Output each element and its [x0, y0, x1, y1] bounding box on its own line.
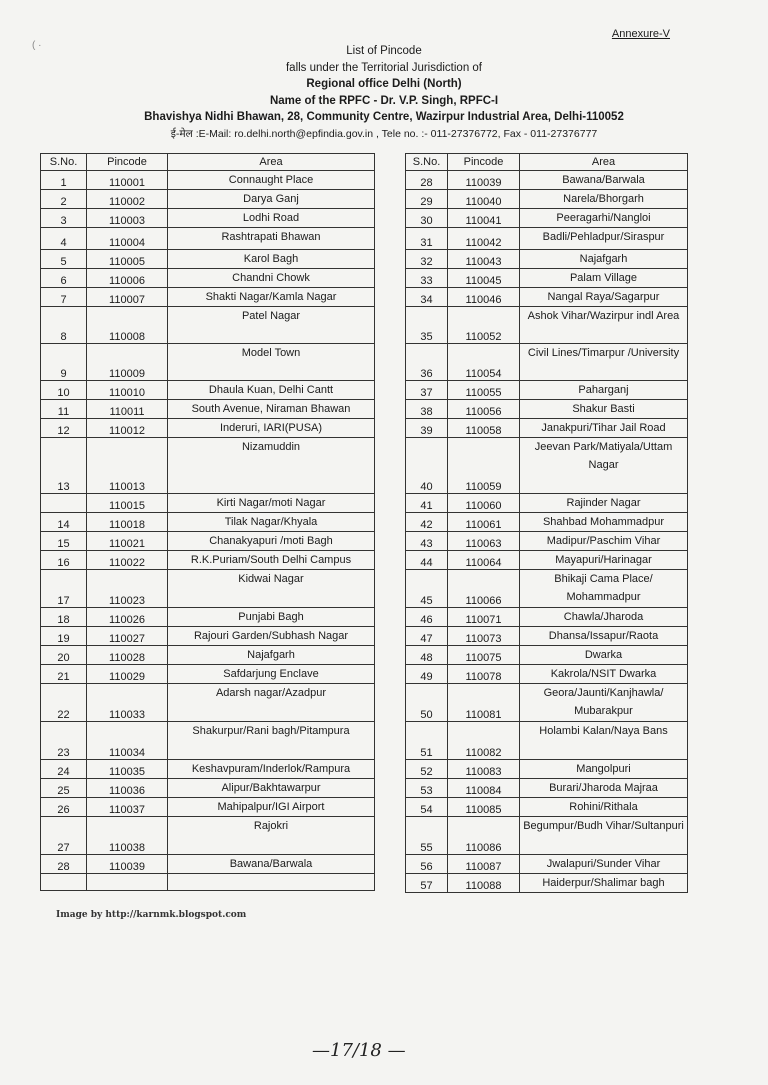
- cell-area: Nizamuddin: [168, 438, 375, 494]
- cell-pincode: 110036: [87, 779, 168, 798]
- table-row: [406, 551, 688, 570]
- table-row: [406, 228, 688, 250]
- cell-pincode: 110082: [448, 722, 520, 760]
- cell-sno: 1: [41, 171, 87, 190]
- cell-pincode: 110054: [448, 344, 520, 381]
- cell-area: Ashok Vihar/Wazirpur indl Area: [520, 307, 688, 344]
- table-row: [41, 513, 375, 532]
- cell-sno: 55: [406, 817, 448, 855]
- cell-area: Badli/Pehladpur/Siraspur: [520, 228, 688, 250]
- cell-area: Kakrola/NSIT Dwarka: [520, 665, 688, 684]
- table-row: [406, 381, 688, 400]
- cell-area: Jeevan Park/Matiyala/Uttam Nagar: [520, 438, 688, 494]
- cell-area: Paharganj: [520, 381, 688, 400]
- table-row: [406, 608, 688, 627]
- column-header-area: Area: [168, 154, 375, 171]
- cell-sno: 41: [406, 494, 448, 513]
- table-row: [406, 269, 688, 288]
- cell-sno: 28: [41, 855, 87, 874]
- cell-sno: 2: [41, 190, 87, 209]
- cell-area: Chanakyapuri /moti Bagh: [168, 532, 375, 551]
- cell-pincode: 110021: [87, 532, 168, 551]
- table-row: [41, 269, 375, 288]
- column-header-area: Area: [520, 154, 688, 171]
- table-row: [41, 627, 375, 646]
- cell-area: Keshavpuram/Inderlok/Rampura: [168, 760, 375, 779]
- cell-sno: 35: [406, 307, 448, 344]
- pincode-table-right: [405, 153, 688, 893]
- table-row: [41, 288, 375, 307]
- cell-sno: 48: [406, 646, 448, 665]
- office-address: Bhavishya Nidhi Bhawan, 28, Community Centre, Wazirpur Industrial Area, Delhi-110052: [144, 111, 624, 123]
- cell-pincode: 110039: [448, 171, 520, 190]
- cell-area: R.K.Puriam/South Delhi Campus: [168, 551, 375, 570]
- cell-pincode: 110027: [87, 627, 168, 646]
- cell-area: Rajokri: [168, 817, 375, 855]
- table-row: [406, 684, 688, 722]
- cell-area: Jwalapuri/Sunder Vihar: [520, 855, 688, 874]
- cell-pincode: 110041: [448, 209, 520, 228]
- table-row: [41, 817, 375, 855]
- cell-sno: 12: [41, 419, 87, 438]
- cell-sno: 32: [406, 250, 448, 269]
- cell-area: Holambi Kalan/Naya Bans: [520, 722, 688, 760]
- cell-pincode: 110071: [448, 608, 520, 627]
- table-row: [406, 570, 688, 608]
- cell-area: Punjabi Bagh: [168, 608, 375, 627]
- table-row: [41, 250, 375, 269]
- cell-area: Peeragarhi/Nangloi: [520, 209, 688, 228]
- cell-area: Palam Village: [520, 269, 688, 288]
- table-row: [41, 608, 375, 627]
- cell-pincode: 110022: [87, 551, 168, 570]
- cell-sno: 25: [41, 779, 87, 798]
- cell-area: Chandni Chowk: [168, 269, 375, 288]
- cell-area: Inderuri, IARI(PUSA): [168, 419, 375, 438]
- annexure-label: Annexure-V: [611, 28, 670, 40]
- table-row: [41, 494, 375, 513]
- table-row: [41, 779, 375, 798]
- cell-pincode: 110034: [87, 722, 168, 760]
- cell-pincode: 110026: [87, 608, 168, 627]
- cell-sno: 17: [41, 570, 87, 608]
- cell-area: Patel Nagar: [168, 307, 375, 344]
- cell-area: Lodhi Road: [168, 209, 375, 228]
- table-row: [406, 874, 688, 893]
- cell-sno: [41, 874, 87, 891]
- cell-pincode: 110011: [87, 400, 168, 419]
- table-row: [406, 532, 688, 551]
- cell-pincode: 110081: [448, 684, 520, 722]
- cell-sno: 56: [406, 855, 448, 874]
- cell-sno: 50: [406, 684, 448, 722]
- cell-area: Rashtrapati Bhawan: [168, 228, 375, 250]
- cell-sno: 19: [41, 627, 87, 646]
- cell-pincode: 110060: [448, 494, 520, 513]
- table-row: [41, 722, 375, 760]
- cell-pincode: 110035: [87, 760, 168, 779]
- cell-area: Kirti Nagar/moti Nagar: [168, 494, 375, 513]
- cell-pincode: 110037: [87, 798, 168, 817]
- table-row: [41, 798, 375, 817]
- cell-sno: 11: [41, 400, 87, 419]
- table-row: [41, 665, 375, 684]
- cell-area: Chawla/Jharoda: [520, 608, 688, 627]
- cell-area: Mayapuri/Harinagar: [520, 551, 688, 570]
- cell-area: Begumpur/Budh Vihar/Sultanpuri: [520, 817, 688, 855]
- margin-mark: ( ·: [32, 40, 42, 51]
- cell-sno: 53: [406, 779, 448, 798]
- cell-sno: 14: [41, 513, 87, 532]
- cell-pincode: 110073: [448, 627, 520, 646]
- cell-pincode: 110029: [87, 665, 168, 684]
- jurisdiction-line: falls under the Territorial Jurisdiction of: [285, 61, 483, 74]
- table-row: [41, 570, 375, 608]
- cell-sno: 37: [406, 381, 448, 400]
- cell-pincode: 110015: [87, 494, 168, 513]
- cell-sno: 24: [41, 760, 87, 779]
- table-row: [406, 513, 688, 532]
- cell-sno: 57: [406, 874, 448, 893]
- cell-sno: 34: [406, 288, 448, 307]
- cell-pincode: 110056: [448, 400, 520, 419]
- cell-sno: 27: [41, 817, 87, 855]
- cell-area: Shakur Basti: [520, 400, 688, 419]
- cell-pincode: 110043: [448, 250, 520, 269]
- table-row: [406, 171, 688, 190]
- cell-sno: 13: [41, 438, 87, 494]
- cell-sno: 30: [406, 209, 448, 228]
- cell-sno: 10: [41, 381, 87, 400]
- cell-area: Shakti Nagar/Kamla Nagar: [168, 288, 375, 307]
- cell-sno: 28: [406, 171, 448, 190]
- table-row: [406, 817, 688, 855]
- cell-area: Janakpuri/Tihar Jail Road: [520, 419, 688, 438]
- table-row: [406, 344, 688, 381]
- cell-sno: 42: [406, 513, 448, 532]
- cell-sno: 4: [41, 228, 87, 250]
- cell-sno: 29: [406, 190, 448, 209]
- rpfc-name: Name of the RPFC - Dr. V.P. Singh, RPFC-I: [269, 94, 499, 107]
- regional-office: Regional office Delhi (North): [306, 78, 462, 90]
- cell-pincode: 110010: [87, 381, 168, 400]
- table-row: [406, 798, 688, 817]
- table-row: [406, 288, 688, 307]
- cell-pincode: 110038: [87, 817, 168, 855]
- cell-pincode: 110039: [87, 855, 168, 874]
- pincode-table-left: [40, 153, 375, 891]
- cell-pincode: 110083: [448, 760, 520, 779]
- table-row: [406, 722, 688, 760]
- cell-sno: 9: [41, 344, 87, 381]
- cell-sno: 8: [41, 307, 87, 344]
- table-row: [41, 307, 375, 344]
- cell-sno: 49: [406, 665, 448, 684]
- cell-sno: 51: [406, 722, 448, 760]
- cell-pincode: 110046: [448, 288, 520, 307]
- table-row: [41, 400, 375, 419]
- cell-sno: 39: [406, 419, 448, 438]
- cell-area: Haiderpur/Shalimar bagh: [520, 874, 688, 893]
- cell-pincode: 110059: [448, 438, 520, 494]
- cell-area: Rohini/Rithala: [520, 798, 688, 817]
- column-header-pincode: Pincode: [448, 154, 520, 171]
- cell-sno: 38: [406, 400, 448, 419]
- cell-area: Najafgarh: [168, 646, 375, 665]
- cell-sno: 21: [41, 665, 87, 684]
- cell-area: South Avenue, Niraman Bhawan: [168, 400, 375, 419]
- cell-sno: 16: [41, 551, 87, 570]
- cell-sno: 5: [41, 250, 87, 269]
- cell-sno: 54: [406, 798, 448, 817]
- cell-pincode: 110087: [448, 855, 520, 874]
- cell-area: Connaught Place: [168, 171, 375, 190]
- table-row: [406, 627, 688, 646]
- table-row: [406, 855, 688, 874]
- cell-pincode: 110004: [87, 228, 168, 250]
- cell-pincode: 110066: [448, 570, 520, 608]
- cell-sno: 40: [406, 438, 448, 494]
- cell-pincode: 110018: [87, 513, 168, 532]
- table-row: [41, 228, 375, 250]
- cell-pincode: 110058: [448, 419, 520, 438]
- cell-pincode: 110052: [448, 307, 520, 344]
- image-credit: Image by http://karnmk.blogspot.com: [56, 910, 247, 920]
- cell-pincode: 110006: [87, 269, 168, 288]
- cell-area: Safdarjung Enclave: [168, 665, 375, 684]
- cell-pincode: 110009: [87, 344, 168, 381]
- cell-pincode: 110005: [87, 250, 168, 269]
- table-row: [406, 646, 688, 665]
- table-row: [41, 344, 375, 381]
- cell-area: Dhaula Kuan, Delhi Cantt: [168, 381, 375, 400]
- table-row: [41, 171, 375, 190]
- cell-area: Mangolpuri: [520, 760, 688, 779]
- cell-pincode: 110002: [87, 190, 168, 209]
- cell-sno: 26: [41, 798, 87, 817]
- cell-pincode: 110008: [87, 307, 168, 344]
- table-row: [41, 190, 375, 209]
- table-row: [406, 438, 688, 494]
- table-row: [406, 760, 688, 779]
- cell-area: Rajinder Nagar: [520, 494, 688, 513]
- cell-sno: 43: [406, 532, 448, 551]
- cell-sno: 20: [41, 646, 87, 665]
- document-title: List of Pincode: [346, 45, 422, 57]
- cell-area: Alipur/Bakhtawarpur: [168, 779, 375, 798]
- cell-sno: 3: [41, 209, 87, 228]
- cell-pincode: 110064: [448, 551, 520, 570]
- cell-sno: 22: [41, 684, 87, 722]
- table-row: [41, 438, 375, 494]
- column-header-pincode: Pincode: [87, 154, 168, 171]
- table-row: [406, 419, 688, 438]
- cell-sno: 46: [406, 608, 448, 627]
- table-row: [41, 760, 375, 779]
- cell-area: Narela/Bhorgarh: [520, 190, 688, 209]
- cell-pincode: 110042: [448, 228, 520, 250]
- cell-area: Nangal Raya/Sagarpur: [520, 288, 688, 307]
- table-row: [41, 551, 375, 570]
- cell-area: Madipur/Paschim Vihar: [520, 532, 688, 551]
- cell-area: Shahbad Mohammadpur: [520, 513, 688, 532]
- cell-area: Adarsh nagar/Azadpur: [168, 684, 375, 722]
- cell-area: Bhikaji Cama Place/ Mohammadpur: [520, 570, 688, 608]
- table-row: [406, 307, 688, 344]
- cell-pincode: 110007: [87, 288, 168, 307]
- cell-area: Najafgarh: [520, 250, 688, 269]
- column-header-sno: S.No.: [406, 154, 448, 171]
- table-row: [406, 190, 688, 209]
- cell-area: [168, 874, 375, 891]
- cell-pincode: 110003: [87, 209, 168, 228]
- table-row: [41, 646, 375, 665]
- cell-area: Bawana/Barwala: [168, 855, 375, 874]
- cell-sno: 47: [406, 627, 448, 646]
- cell-area: Burari/Jharoda Majraa: [520, 779, 688, 798]
- cell-area: Mahipalpur/IGI Airport: [168, 798, 375, 817]
- cell-pincode: 110085: [448, 798, 520, 817]
- cell-pincode: 110045: [448, 269, 520, 288]
- cell-area: Kidwai Nagar: [168, 570, 375, 608]
- cell-pincode: 110040: [448, 190, 520, 209]
- cell-pincode: 110033: [87, 684, 168, 722]
- table-row: [41, 209, 375, 228]
- cell-pincode: 110075: [448, 646, 520, 665]
- cell-pincode: 110088: [448, 874, 520, 893]
- cell-sno: [41, 494, 87, 513]
- table-row: [41, 532, 375, 551]
- cell-area: Tilak Nagar/Khyala: [168, 513, 375, 532]
- cell-pincode: 110023: [87, 570, 168, 608]
- column-header-sno: S.No.: [41, 154, 87, 171]
- cell-sno: 31: [406, 228, 448, 250]
- table-row: [41, 381, 375, 400]
- table-row: [41, 874, 375, 891]
- cell-pincode: 110063: [448, 532, 520, 551]
- cell-sno: 18: [41, 608, 87, 627]
- table-header-row: [41, 154, 375, 171]
- cell-pincode: 110084: [448, 779, 520, 798]
- cell-sno: 7: [41, 288, 87, 307]
- cell-sno: 52: [406, 760, 448, 779]
- cell-area: Civil Lines/Timarpur /University: [520, 344, 688, 381]
- cell-sno: 45: [406, 570, 448, 608]
- cell-sno: 15: [41, 532, 87, 551]
- cell-area: Rajouri Garden/Subhash Nagar: [168, 627, 375, 646]
- cell-pincode: 110028: [87, 646, 168, 665]
- table-row: [406, 209, 688, 228]
- contact-line: ई-मेल :E-Mail: ro.delhi.north@epfindia.gov.in , Tele no. :- 011-27376772, Fax - 011-27376777: [170, 127, 598, 140]
- cell-pincode: 110055: [448, 381, 520, 400]
- table-row: [406, 250, 688, 269]
- table-row: [406, 494, 688, 513]
- page-number: —17/18 —: [312, 1040, 406, 1061]
- cell-pincode: 110013: [87, 438, 168, 494]
- table-row: [41, 419, 375, 438]
- cell-sno: 44: [406, 551, 448, 570]
- cell-area: Dhansa/Issapur/Raota: [520, 627, 688, 646]
- cell-area: Model Town: [168, 344, 375, 381]
- table-row: [41, 855, 375, 874]
- cell-sno: 23: [41, 722, 87, 760]
- cell-area: Geora/Jaunti/Kanjhawla/ Mubarakpur: [520, 684, 688, 722]
- cell-pincode: 110012: [87, 419, 168, 438]
- cell-pincode: 110001: [87, 171, 168, 190]
- cell-area: Shakurpur/Rani bagh/Pitampura: [168, 722, 375, 760]
- table-row: [41, 684, 375, 722]
- table-header-row: [406, 154, 688, 171]
- cell-area: Karol Bagh: [168, 250, 375, 269]
- cell-pincode: [87, 874, 168, 891]
- cell-area: Darya Ganj: [168, 190, 375, 209]
- document-header: [0, 43, 768, 142]
- cell-pincode: 110078: [448, 665, 520, 684]
- table-row: [406, 400, 688, 419]
- cell-area: Bawana/Barwala: [520, 171, 688, 190]
- cell-sno: 36: [406, 344, 448, 381]
- cell-pincode: 110061: [448, 513, 520, 532]
- table-row: [406, 665, 688, 684]
- cell-sno: 33: [406, 269, 448, 288]
- table-row: [406, 779, 688, 798]
- cell-sno: 6: [41, 269, 87, 288]
- cell-area: Dwarka: [520, 646, 688, 665]
- cell-pincode: 110086: [448, 817, 520, 855]
